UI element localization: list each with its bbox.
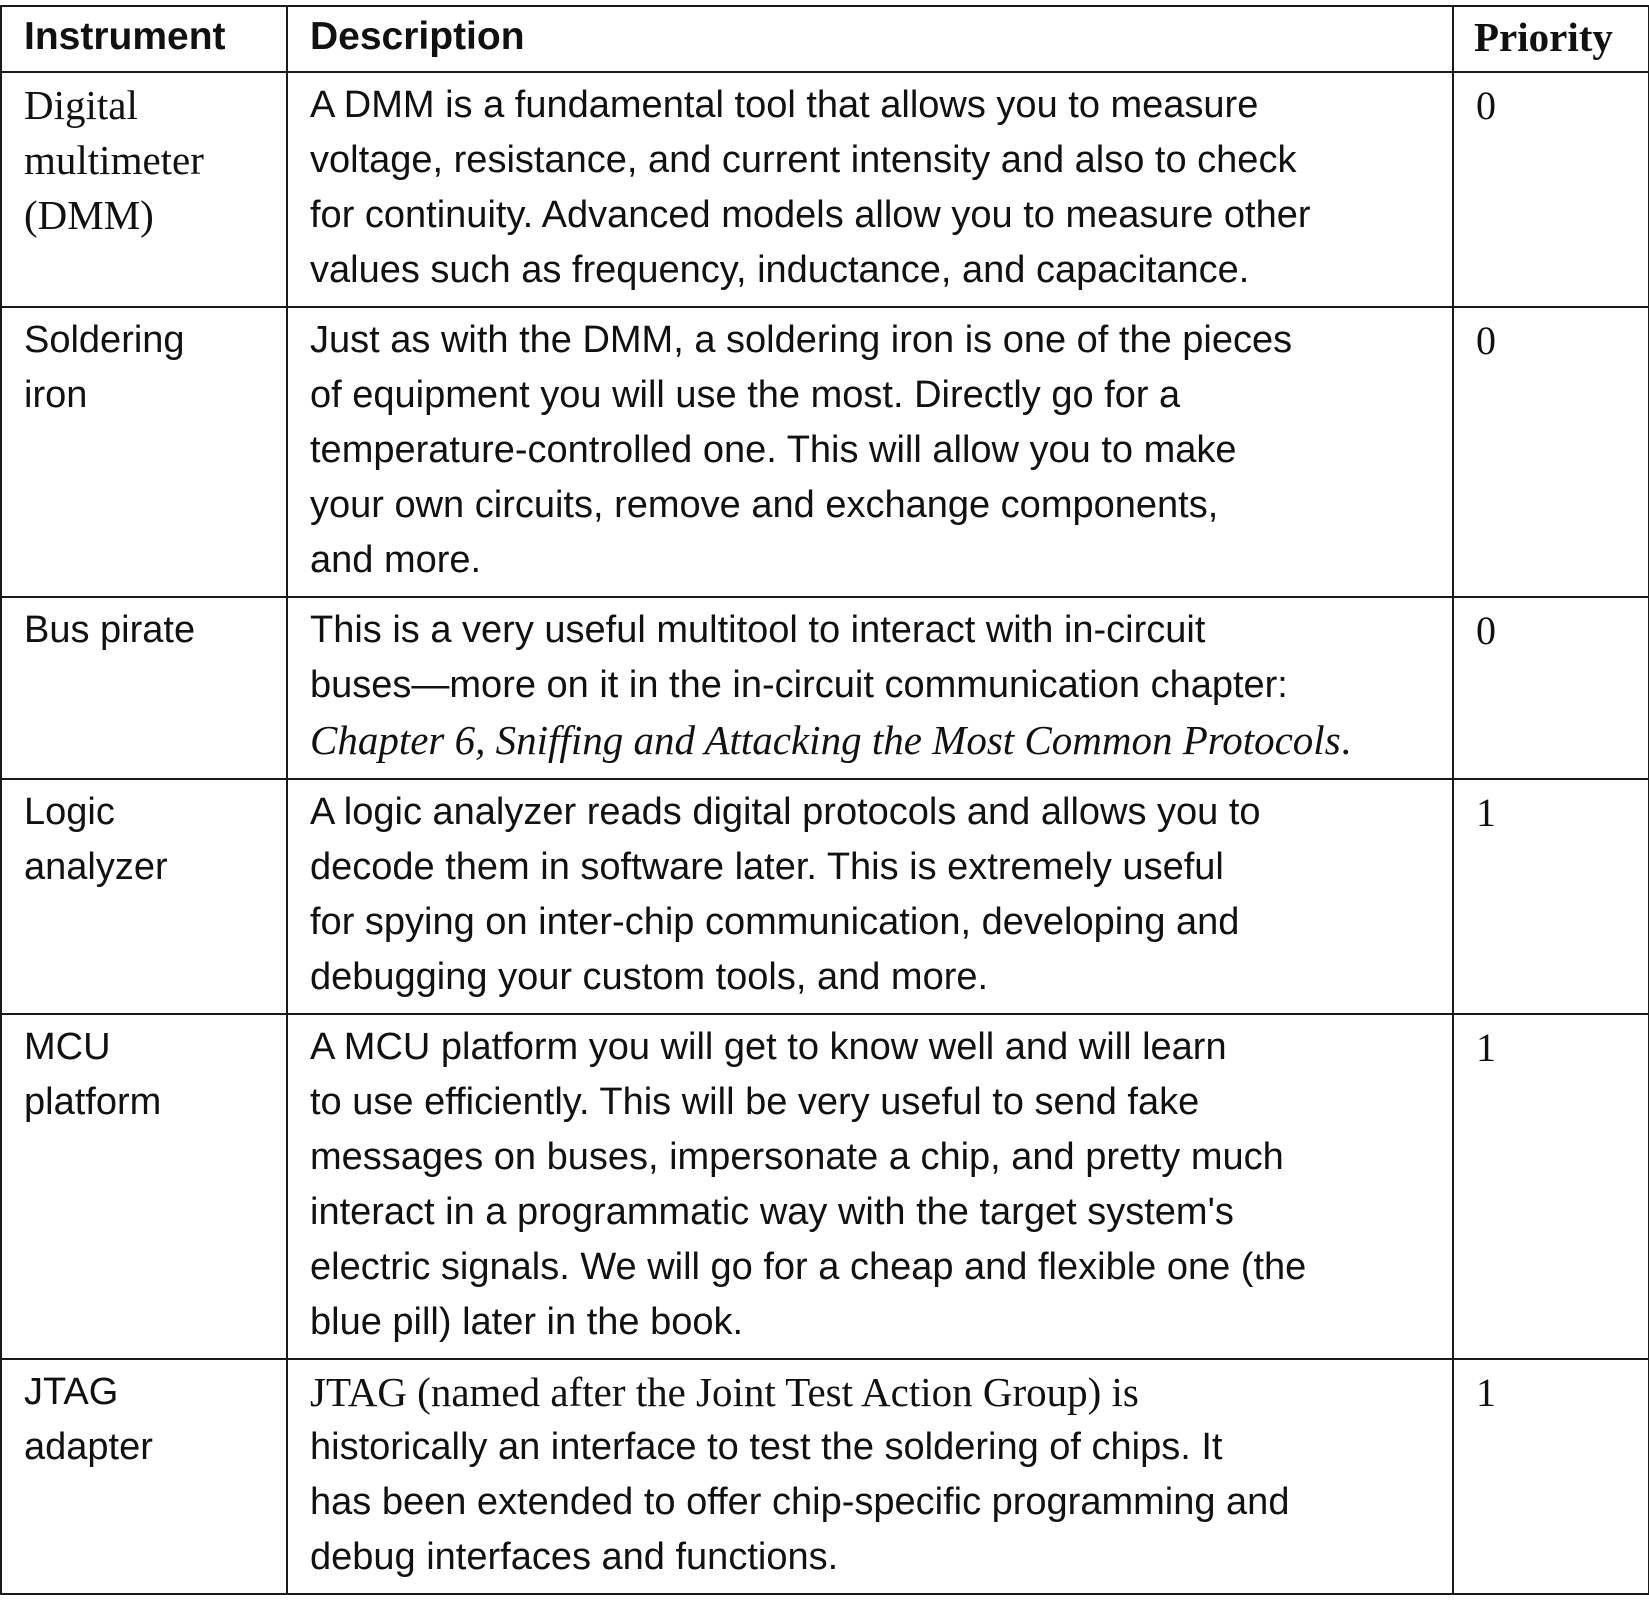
instrument-line: analyzer	[24, 846, 168, 888]
description-line: of equipment you will use the most. Directly go for a	[310, 374, 1181, 416]
description-line: interact in a programmatic way with the target system's	[310, 1191, 1234, 1233]
table-row	[1, 1014, 1649, 1359]
description-line: values such as frequency, inductance, and capacitance.	[310, 249, 1250, 291]
instrument-table	[0, 5, 1649, 1595]
table-row	[1, 72, 1649, 307]
description-cell	[287, 597, 1453, 779]
description-line: temperature-controlled one. This will allow you to make	[310, 429, 1237, 471]
description-line: has been extended to offer chip-specific programming and	[310, 1481, 1290, 1523]
description-cell	[287, 1359, 1453, 1594]
priority-cell: 0	[1453, 72, 1649, 307]
table-header-row	[1, 6, 1649, 72]
instrument-line: MCU	[24, 1026, 111, 1068]
description-line: A MCU platform you will get to know well and will learn	[310, 1026, 1227, 1068]
instrument-cell	[1, 307, 287, 597]
description-line: voltage, resistance, and current intensity and also to check	[310, 139, 1297, 181]
priority-cell: 0	[1453, 307, 1649, 597]
column-header-instrument: Instrument	[1, 6, 287, 72]
description-line: This is a very useful multitool to interact with in-circuit	[310, 609, 1206, 651]
instrument-line: (DMM)	[24, 192, 154, 238]
description-line: for continuity. Advanced models allow you to measure other	[310, 194, 1311, 236]
description-line: A DMM is a fundamental tool that allows you to measure	[310, 84, 1259, 126]
description-line: A logic analyzer reads digital protocols and allows you to	[310, 791, 1261, 833]
description-line: for spying on inter-chip communication, developing and	[310, 901, 1240, 943]
instrument-cell	[1, 1359, 287, 1594]
instrument-line: JTAG	[24, 1371, 119, 1413]
description-line: electric signals. We will go for a cheap and flexible one (the	[310, 1246, 1307, 1288]
instrument-cell	[1, 72, 287, 307]
priority-cell: 0	[1453, 597, 1649, 779]
description-line: historically an interface to test the soldering of chips. It	[310, 1426, 1223, 1468]
priority-cell: 1	[1453, 779, 1649, 1014]
instrument-cell	[1, 779, 287, 1014]
description-line: debugging your custom tools, and more.	[310, 956, 989, 998]
description-line: JTAG (named after the Joint Test Action Group) is	[310, 1369, 1139, 1415]
description-line: and more.	[310, 539, 482, 581]
instrument-line: Logic	[24, 791, 115, 833]
description-line: decode them in software later. This is extremely useful	[310, 846, 1224, 888]
description-cell	[287, 72, 1453, 307]
priority-cell: 1	[1453, 1359, 1649, 1594]
description-line	[310, 713, 1436, 770]
chapter-reference: Chapter 6, Sniffing and Attacking the Most Common Protocols	[310, 717, 1341, 763]
instrument-line: Digital	[24, 82, 138, 128]
column-header-description: Description	[287, 6, 1453, 72]
description-line: messages on buses, impersonate a chip, and pretty much	[310, 1136, 1284, 1178]
instrument-line: multimeter	[24, 137, 204, 183]
instrument-cell	[1, 1014, 287, 1359]
description-line: your own circuits, remove and exchange components,	[310, 484, 1219, 526]
instrument-line: Soldering	[24, 319, 185, 361]
instrument-line: Bus pirate	[24, 609, 196, 651]
description-cell	[287, 307, 1453, 597]
priority-cell: 1	[1453, 1014, 1649, 1359]
description-cell	[287, 779, 1453, 1014]
description-line: blue pill) later in the book.	[310, 1301, 744, 1343]
table-row	[1, 1359, 1649, 1594]
description-line: to use efficiently. This will be very useful to send fake	[310, 1081, 1200, 1123]
column-header-priority: Priority	[1453, 6, 1649, 72]
instrument-cell	[1, 597, 287, 779]
description-cell	[287, 1014, 1453, 1359]
chapter-reference-period: .	[1340, 717, 1351, 763]
table-row	[1, 307, 1649, 597]
description-line: debug interfaces and functions.	[310, 1536, 839, 1578]
table-row	[1, 597, 1649, 779]
table-row	[1, 779, 1649, 1014]
description-line: buses—more on it in the in-circuit communication chapter:	[310, 664, 1288, 706]
description-line: Just as with the DMM, a soldering iron is one of the pieces	[310, 319, 1293, 361]
instrument-line: adapter	[24, 1426, 153, 1468]
instrument-line: platform	[24, 1081, 162, 1123]
instrument-line: iron	[24, 374, 88, 416]
